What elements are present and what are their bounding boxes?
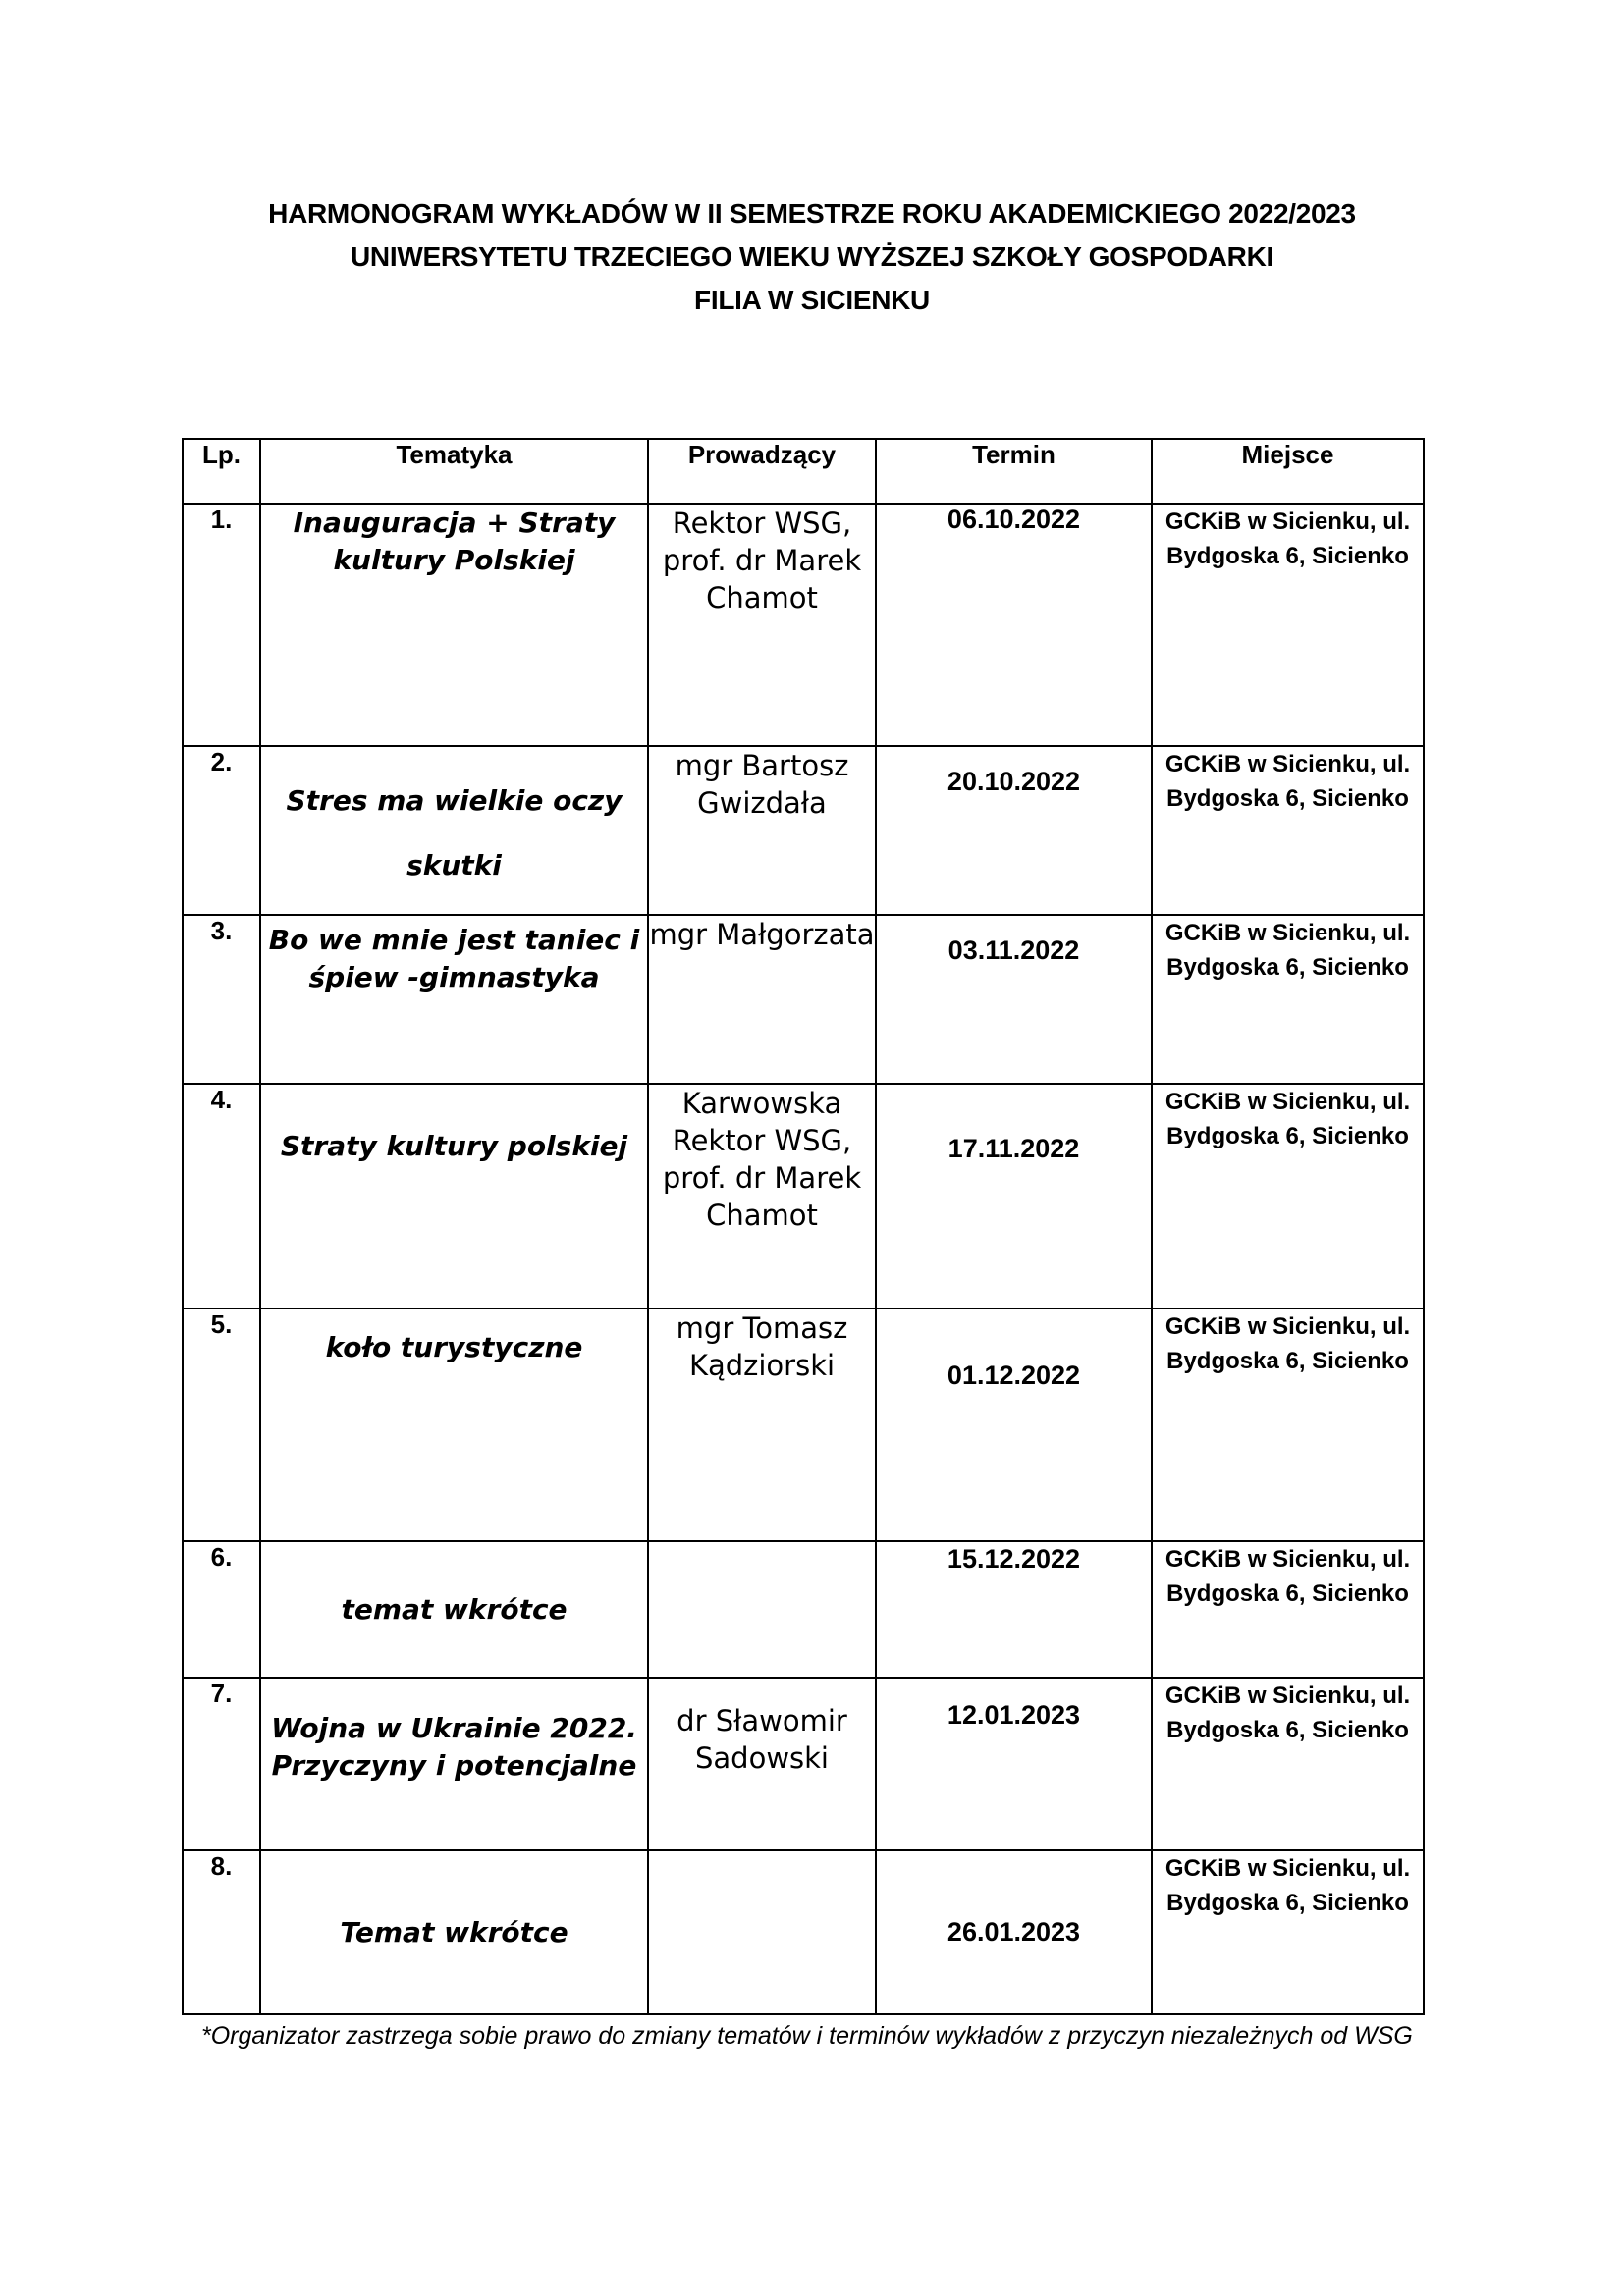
column-header-date: Termin — [876, 439, 1152, 504]
row-number: 4. — [183, 1084, 260, 1308]
place-line: Bydgoska 6, Sicienko — [1166, 1890, 1409, 1916]
place-cell — [1152, 504, 1424, 746]
row-number: 7. — [183, 1678, 260, 1850]
table-header-row — [183, 439, 1424, 504]
date-cell: 17.11.2022 — [876, 1084, 1152, 1308]
row-number: 1. — [183, 504, 260, 746]
place-line: GCKiB w Sicienku, ul. — [1164, 920, 1411, 946]
place-line: Bydgoska 6, Sicienko — [1166, 1348, 1409, 1374]
place-cell — [1152, 1084, 1424, 1308]
topic-cell: Temat wkrótce — [260, 1850, 648, 2014]
place-line: GCKiB w Sicienku, ul. — [1164, 1546, 1411, 1573]
topic-text-extra: skutki — [406, 849, 502, 881]
table-row — [183, 1678, 1424, 1850]
place-cell — [1152, 915, 1424, 1084]
lecturer-cell: mgr Małgorzata — [648, 915, 876, 1084]
topic-cell: temat wkrótce — [260, 1541, 648, 1678]
lecturer-cell: Rektor WSG, prof. dr Marek Chamot — [648, 504, 876, 746]
lecturer-cell: Karwowska Rektor WSG, prof. dr Marek Chamot — [648, 1084, 876, 1308]
topic-cell: koło turystyczne — [260, 1308, 648, 1541]
date-cell: 12.01.2023 — [876, 1678, 1152, 1850]
topic-cell: Inauguracja + Straty kultury Polskiej — [260, 504, 648, 746]
place-line: Bydgoska 6, Sicienko — [1166, 1123, 1409, 1149]
table-row — [183, 1850, 1424, 2014]
place-cell — [1152, 1678, 1424, 1850]
place-line: GCKiB w Sicienku, ul. — [1164, 1089, 1411, 1115]
place-line: Bydgoska 6, Sicienko — [1166, 1717, 1409, 1743]
place-line: GCKiB w Sicienku, ul. — [1164, 751, 1411, 777]
place-line: Bydgoska 6, Sicienko — [1166, 1580, 1409, 1607]
date-cell: 15.12.2022 — [876, 1541, 1152, 1678]
place-line: GCKiB w Sicienku, ul. — [1164, 1855, 1411, 1882]
topic-cell: Wojna w Ukrainie 2022. Przyczyny i potencjalne — [260, 1678, 648, 1850]
place-cell — [1152, 746, 1424, 915]
date-cell: 26.01.2023 — [876, 1850, 1152, 2014]
institution-name: UNIWERSYTETU TRZECIEGO WIEKU WYŻSZEJ SZKOŁY GOSPODARKI — [351, 241, 1273, 272]
topic-text: Stres ma wielkie oczy — [286, 784, 623, 817]
document-title: HARMONOGRAM WYKŁADÓW W II SEMESTRZE ROKU AKADEMICKIEGO 2022/2023 — [268, 198, 1356, 229]
topic-cell: Straty kultury polskiej — [260, 1084, 648, 1308]
column-header-lp: Lp. — [183, 439, 260, 504]
place-cell — [1152, 1541, 1424, 1678]
date-cell: 03.11.2022 — [876, 915, 1152, 1084]
lecturer-cell: dr Sławomir Sadowski — [648, 1678, 876, 1850]
row-number: 2. — [183, 746, 260, 915]
table-row — [183, 746, 1424, 915]
date-cell: 20.10.2022 — [876, 746, 1152, 915]
table-row — [183, 504, 1424, 746]
lecturer-cell: mgr Bartosz Gwizdała — [648, 746, 876, 915]
row-number: 5. — [183, 1308, 260, 1541]
place-cell — [1152, 1850, 1424, 2014]
place-line: GCKiB w Sicienku, ul. — [1164, 508, 1411, 535]
table-row — [183, 1308, 1424, 1541]
column-header-place: Miejsce — [1152, 439, 1424, 504]
branch-name: FILIA W SICIENKU — [694, 285, 930, 315]
place-line: Bydgoska 6, Sicienko — [1166, 954, 1409, 981]
column-header-topic: Tematyka — [260, 439, 648, 504]
row-number: 3. — [183, 915, 260, 1084]
place-line: Bydgoska 6, Sicienko — [1166, 543, 1409, 569]
date-cell: 01.12.2022 — [876, 1308, 1152, 1541]
lecturer-cell: mgr Tomasz Kądziorski — [648, 1308, 876, 1541]
place-cell — [1152, 1308, 1424, 1541]
place-line: GCKiB w Sicienku, ul. — [1164, 1313, 1411, 1340]
table-row — [183, 1084, 1424, 1308]
row-number: 6. — [183, 1541, 260, 1678]
column-header-lecturer: Prowadzący — [648, 439, 876, 504]
place-line: Bydgoska 6, Sicienko — [1166, 785, 1409, 812]
lecturer-cell — [648, 1541, 876, 1678]
row-number: 8. — [183, 1850, 260, 2014]
table-row — [183, 1541, 1424, 1678]
place-line: GCKiB w Sicienku, ul. — [1164, 1682, 1411, 1709]
date-cell: 06.10.2022 — [876, 504, 1152, 746]
topic-cell — [260, 746, 648, 915]
topic-cell: Bo we mnie jest taniec i śpiew -gimnastyka — [260, 915, 648, 1084]
lecturer-cell — [648, 1850, 876, 2014]
document-header — [0, 192, 1624, 322]
footnote: *Organizator zastrzega sobie prawo do zmiany tematów i terminów wykładów z przyczyn niezależnych od WSG — [201, 2022, 1413, 2050]
table-row — [183, 915, 1424, 1084]
lecture-schedule-table — [182, 438, 1425, 2015]
